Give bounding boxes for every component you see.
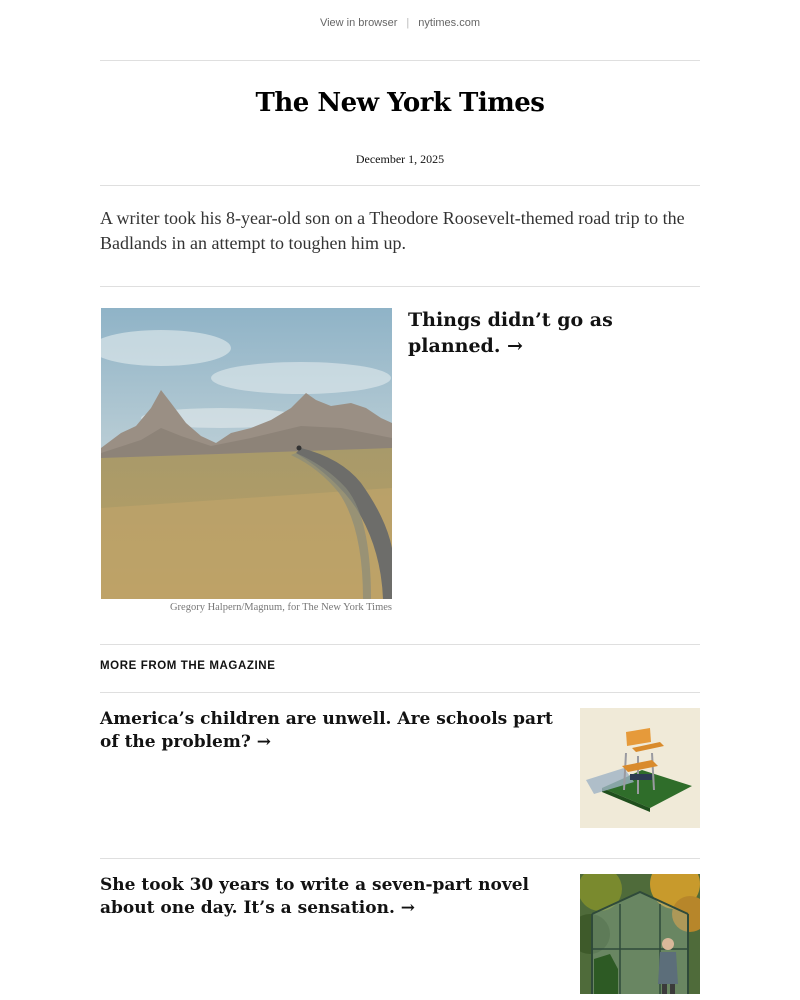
divider [100,692,700,693]
school-desk-on-grass-illustration[interactable] [580,708,700,828]
divider [100,644,700,645]
newsletter-date: December 1, 2025 [355,152,445,166]
divider [100,60,700,61]
greenhouse-portrait-photo[interactable] [580,874,700,994]
section-label: MORE FROM THE MAGAZINE [100,660,276,672]
email-top-bar [0,17,800,29]
intro-text: A writer took his 8-year-old son on a Theodore Roosevelt-themed road trip to the Badlands in an attempt to toughen him up. [100,208,685,253]
story-headline-link[interactable]: America’s children are unwell. Are schools part of the problem? → [100,709,553,752]
nyt-masthead-logo[interactable]: The New York Times [255,88,545,118]
photo-credit: Gregory Halpern/Magnum, for The New York Times [169,602,392,613]
divider [100,286,700,287]
view-in-browser-link[interactable]: View in browser [319,17,398,29]
nytimes-link[interactable]: nytimes.com [418,17,481,29]
badlands-road-photo[interactable] [101,308,392,599]
hero-headline-link[interactable]: Things didn’t go as planned. → [408,309,613,357]
top-bar-separator: | [406,17,410,29]
divider [100,858,700,859]
story-headline-link[interactable]: She took 30 years to write a seven-part novel about one day. It’s a sensation. → [100,875,529,918]
divider [100,185,700,186]
